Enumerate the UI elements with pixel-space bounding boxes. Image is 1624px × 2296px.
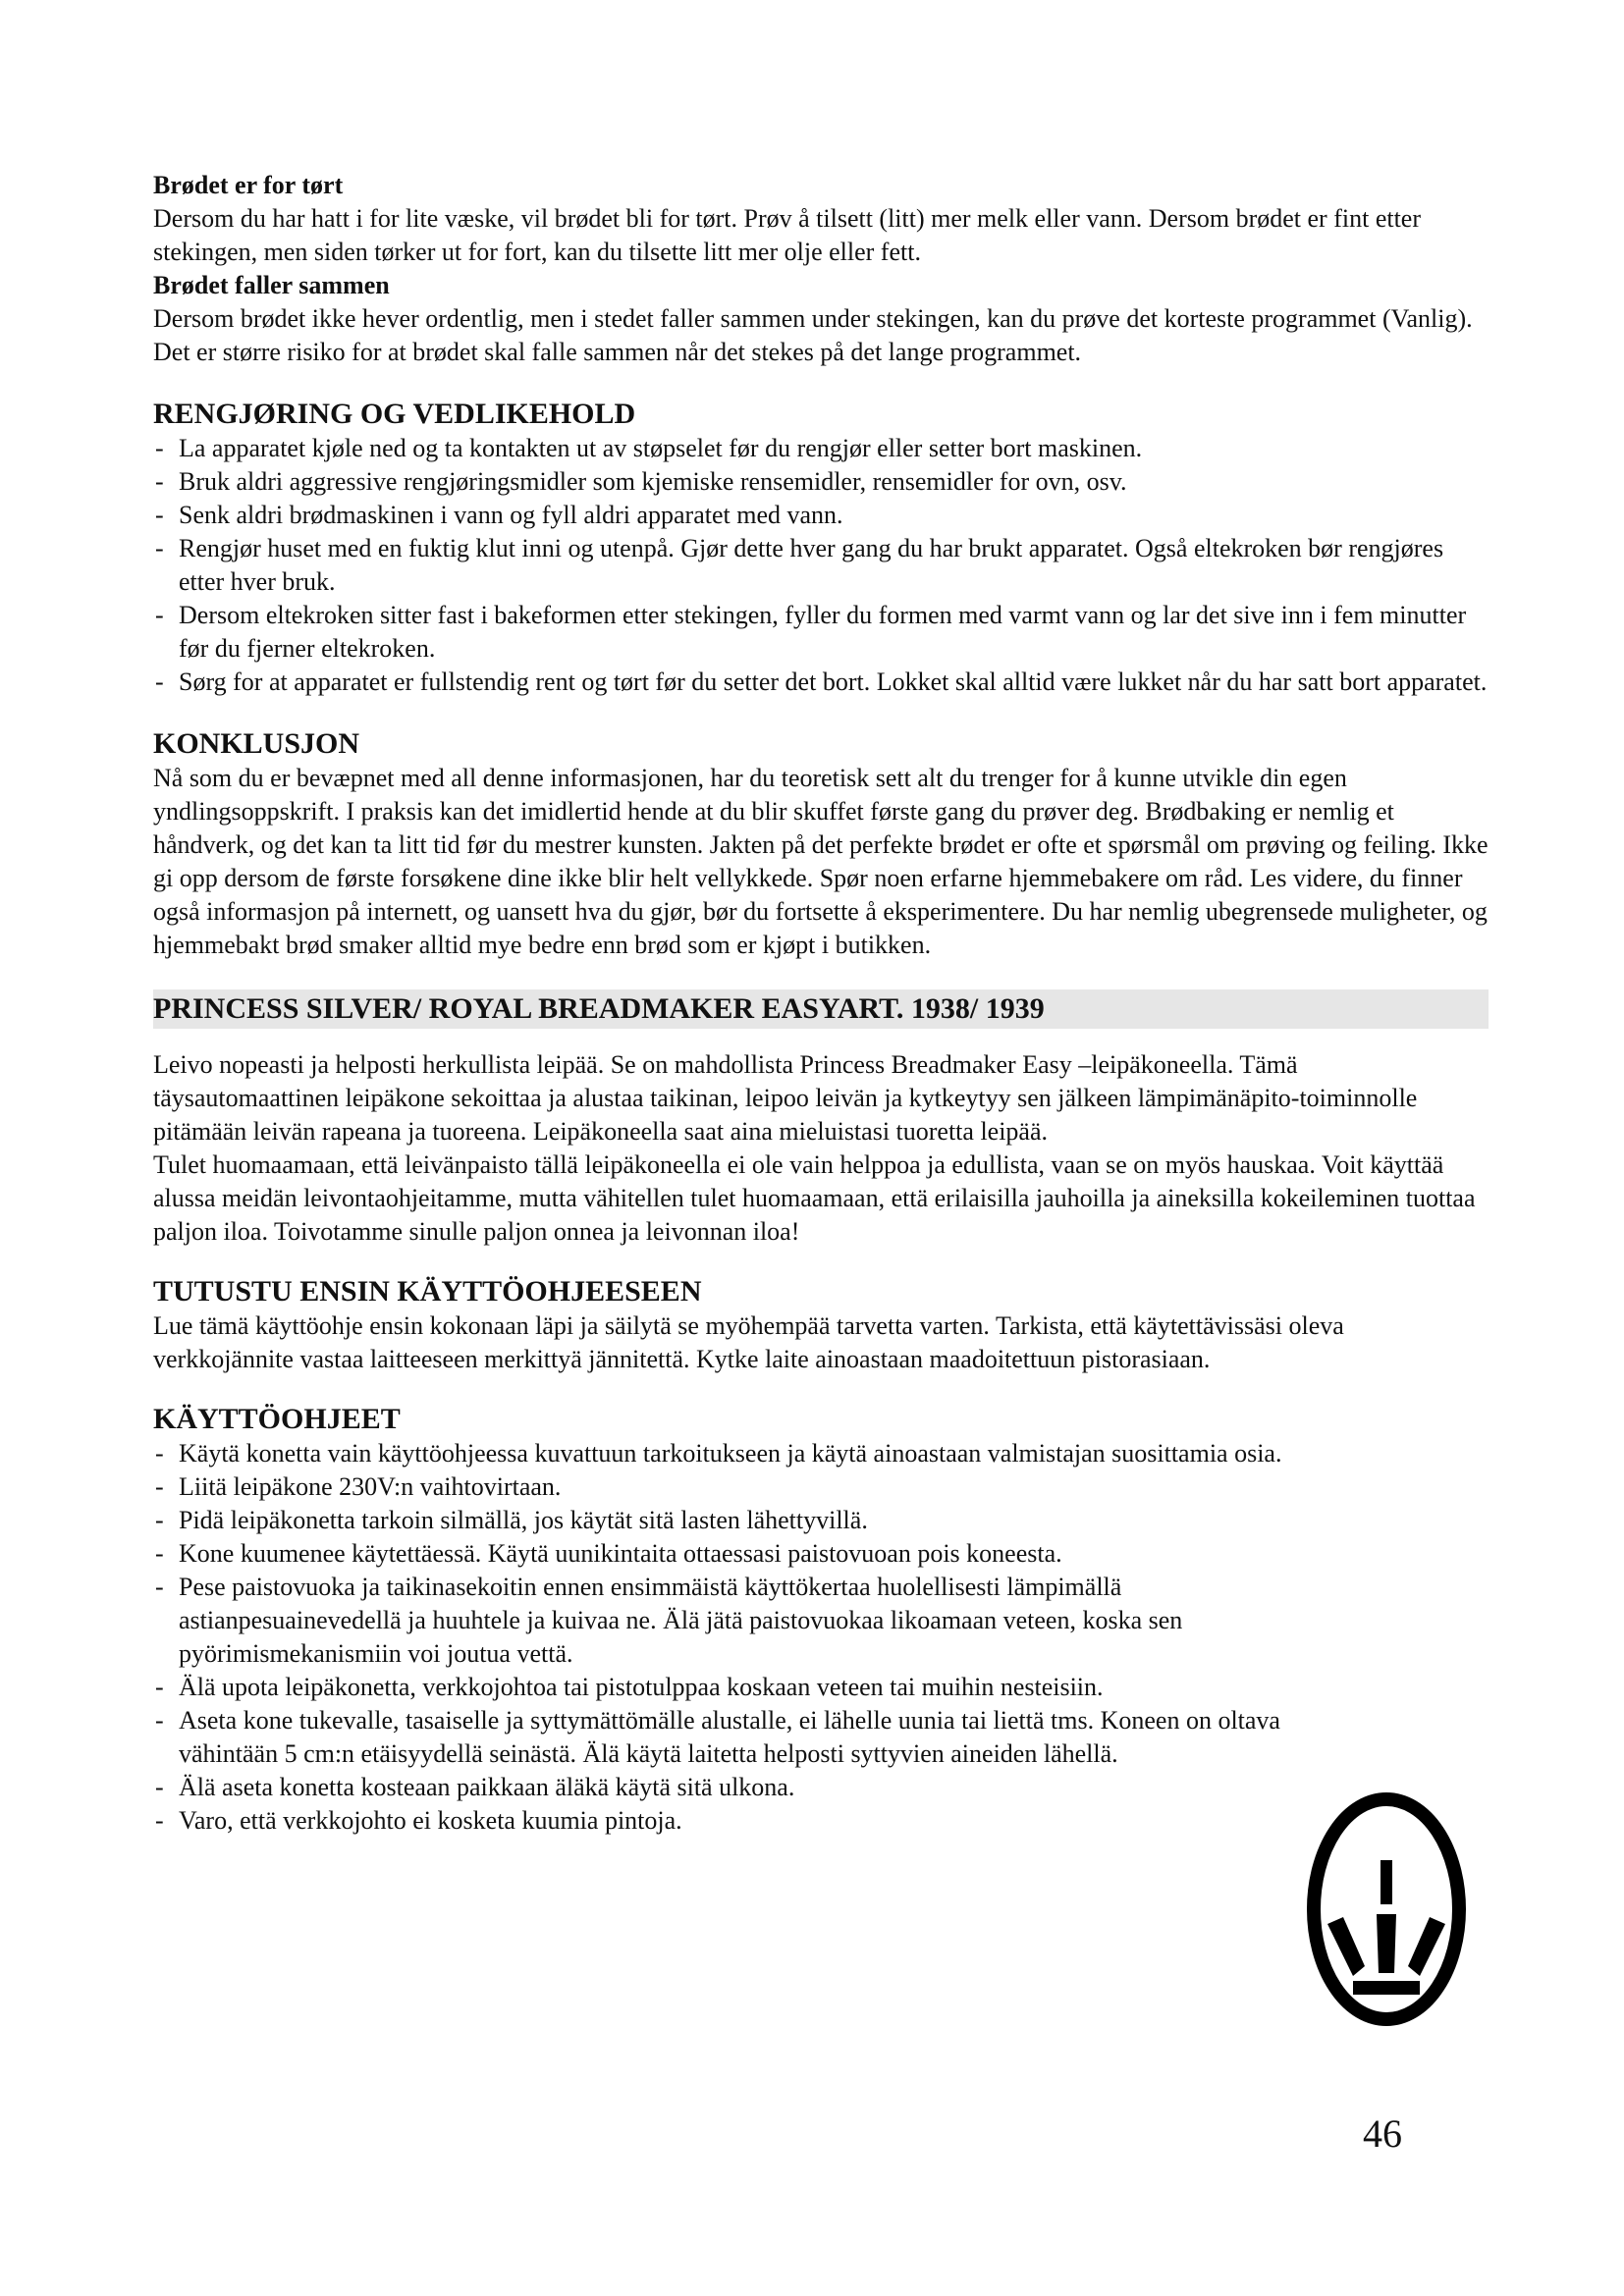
paragraph-dry-bread: Dersom du har hatt i for lite væske, vil brødet bli for tørt. Prøv å tilsett (litt) mer melk eller vann. Dersom brødet er fint etter stekingen, men siden tørker ut for fort, kan du tilsette litt mer olje eller fett.: [153, 204, 1421, 266]
list-item: - Liitä leipäkone 230V:n vaihtovirtaan.: [153, 1470, 1302, 1504]
heading-conclusion: KONKLUSJON: [153, 727, 360, 760]
list-item: - Aseta kone tukevalle, tasaiselle ja syttymättömälle alustalle, ei lähelle uunia tai liettä tms. Koneen on oltava vähintään 5 cm:n etäisyydellä seinästä. Älä käytä laitetta helposti syttyvien aineiden lähellä.: [153, 1704, 1302, 1771]
plug-symbol-icon: [1306, 1791, 1468, 2027]
paragraph-conclusion: Nå som du er bevæpnet med all denne informasjonen, har du teoretisk sett alt du trenger for å kunne utvikle din egen yndlingsoppskrift. I praksis kan det imidlertid hende at du blir skuffet første gang du prøver deg. Brødbaking er nemlig et håndverk, og det kan ta litt tid før du mestrer kunsten. Jakten på det perfekte brødet er ofte et spørsmål om prøving og feiling. Ikke gi opp dersom de første forsøkene dine ikke blir helt vellykkede. Spør noen erfarne hjemmebakere om råd. Les videre, du finner også informasjon på internett, og uansett hva du gjør, bør du fortsette å eksperimentere. Du har nemlig ubegrensede muligheter, og hjemmebakt brød smaker alltid mye bedre enn brød som er kjøpt i butikken.: [153, 764, 1489, 959]
list-item: - Rengjør huset med en fuktig klut inni og utenpå. Gjør dette hver gang du har brukt apparatet. Også eltekroken bør rengjøres etter hver bruk.: [153, 532, 1489, 599]
list-item: - Dersom eltekroken sitter fast i bakeformen etter stekingen, fyller du formen med varmt vann og lar det sive inn i fem minutter før du fjerner eltekroken.: [153, 599, 1489, 666]
product-heading-bar: PRINCESS SILVER/ ROYAL BREADMAKER EASYART. 1938/ 1939: [153, 989, 1489, 1029]
page-content: [153, 169, 1489, 1838]
heading-instructions: KÄYTTÖOHJEET: [153, 1403, 401, 1435]
instructions-list: [153, 1437, 1302, 1838]
list-item: - Pidä leipäkonetta tarkoin silmällä, jos käytät sitä lasten lähettyvillä.: [153, 1504, 1302, 1537]
list-item: - Pese paistovuoka ja taikinasekoitin ennen ensimmäistä käyttökertaa huolellisesti lämpimällä astianpesuainevedellä ja huuhtele ja kuivaa ne. Älä jätä paistovuokaa likoamaan veteen, koska sen pyörimismekanismiin voi joutua vettä.: [153, 1571, 1302, 1671]
cleaning-list: [153, 432, 1489, 699]
list-item: - Älä upota leipäkonetta, verkkojohtoa tai pistotulppaa koskaan veteen tai muihin nesteisiin.: [153, 1671, 1302, 1704]
subheading-dry-bread: Brødet er for tørt: [153, 171, 344, 199]
heading-read-manual: TUTUSTU ENSIN KÄYTTÖOHJEESEEN: [153, 1275, 702, 1308]
list-item: - La apparatet kjøle ned og ta kontakten ut av støpselet før du rengjør eller setter bort maskinen.: [153, 432, 1489, 465]
list-item: - Sørg for at apparatet er fullstendig rent og tørt før du setter det bort. Lokket skal alltid være lukket når du har satt bort apparatet.: [153, 666, 1489, 699]
list-item: - Bruk aldri aggressive rengjøringsmidler som kjemiske rensemidler, rensemidler for ovn, osv.: [153, 465, 1489, 499]
list-item: - Varo, että verkkojohto ei kosketa kuumia pintoja.: [153, 1804, 1302, 1838]
list-item: - Älä aseta konetta kosteaan paikkaan äläkä käytä sitä ulkona.: [153, 1771, 1302, 1804]
paragraph-bread-collapses: Dersom brødet ikke hever ordentlig, men i stedet faller sammen under stekingen, kan du prøve det korteste programmet (Vanlig). Det er større risiko for at brødet skal falle sammen når det stekes på det lange programmet.: [153, 304, 1473, 366]
heading-cleaning: RENGJØRING OG VEDLIKEHOLD: [153, 398, 636, 430]
list-item: - Käytä konetta vain käyttöohjeessa kuvattuun tarkoitukseen ja käytä ainoastaan valmistajan suosittamia osia.: [153, 1437, 1475, 1470]
list-item: - Senk aldri brødmaskinen i vann og fyll aldri apparatet med vann.: [153, 499, 1489, 532]
paragraph-read-manual: Lue tämä käyttöohje ensin kokonaan läpi ja säilytä se myöhempää tarvetta varten. Tarkista, että käytettävissäsi oleva verkkojännite vastaa laitteeseen merkittyä jännitettä. Kytke laite ainoastaan maadoitettuun pistorasiaan.: [153, 1311, 1344, 1373]
paragraph-intro-1: Leivo nopeasti ja helposti herkullista leipää. Se on mahdollista Princess Breadmaker Easy –leipäkoneella. Tämä täysautomaattinen leipäkone sekoittaa ja alustaa taikinan, leipoo leivän ja kytkeytyy sen jälkeen lämpimänäpito-toiminnolle pitämään leivän rapeana ja tuoreena. Leipäkoneella saat aina mieluistasi tuoretta leipää.: [153, 1050, 1418, 1146]
page-number: 46: [1363, 2111, 1402, 2156]
paragraph-intro-2: Tulet huomaamaan, että leivänpaisto tällä leipäkoneella ei ole vain helppoa ja edullista, vaan se on myös hauskaa. Voit käyttää alussa meidän leivontaohjeitamme, mutta vähitellen tulet huomaamaan, että erilaisilla jauhoilla ja aineksilla kokeileminen tuottaa paljon iloa. Toivotamme sinulle paljon onnea ja leivonnan iloa!: [153, 1150, 1476, 1246]
list-item: - Kone kuumenee käytettäessä. Käytä uunikintaita ottaessasi paistovuoan pois koneesta.: [153, 1537, 1302, 1571]
subheading-bread-collapses: Brødet faller sammen: [153, 271, 390, 299]
